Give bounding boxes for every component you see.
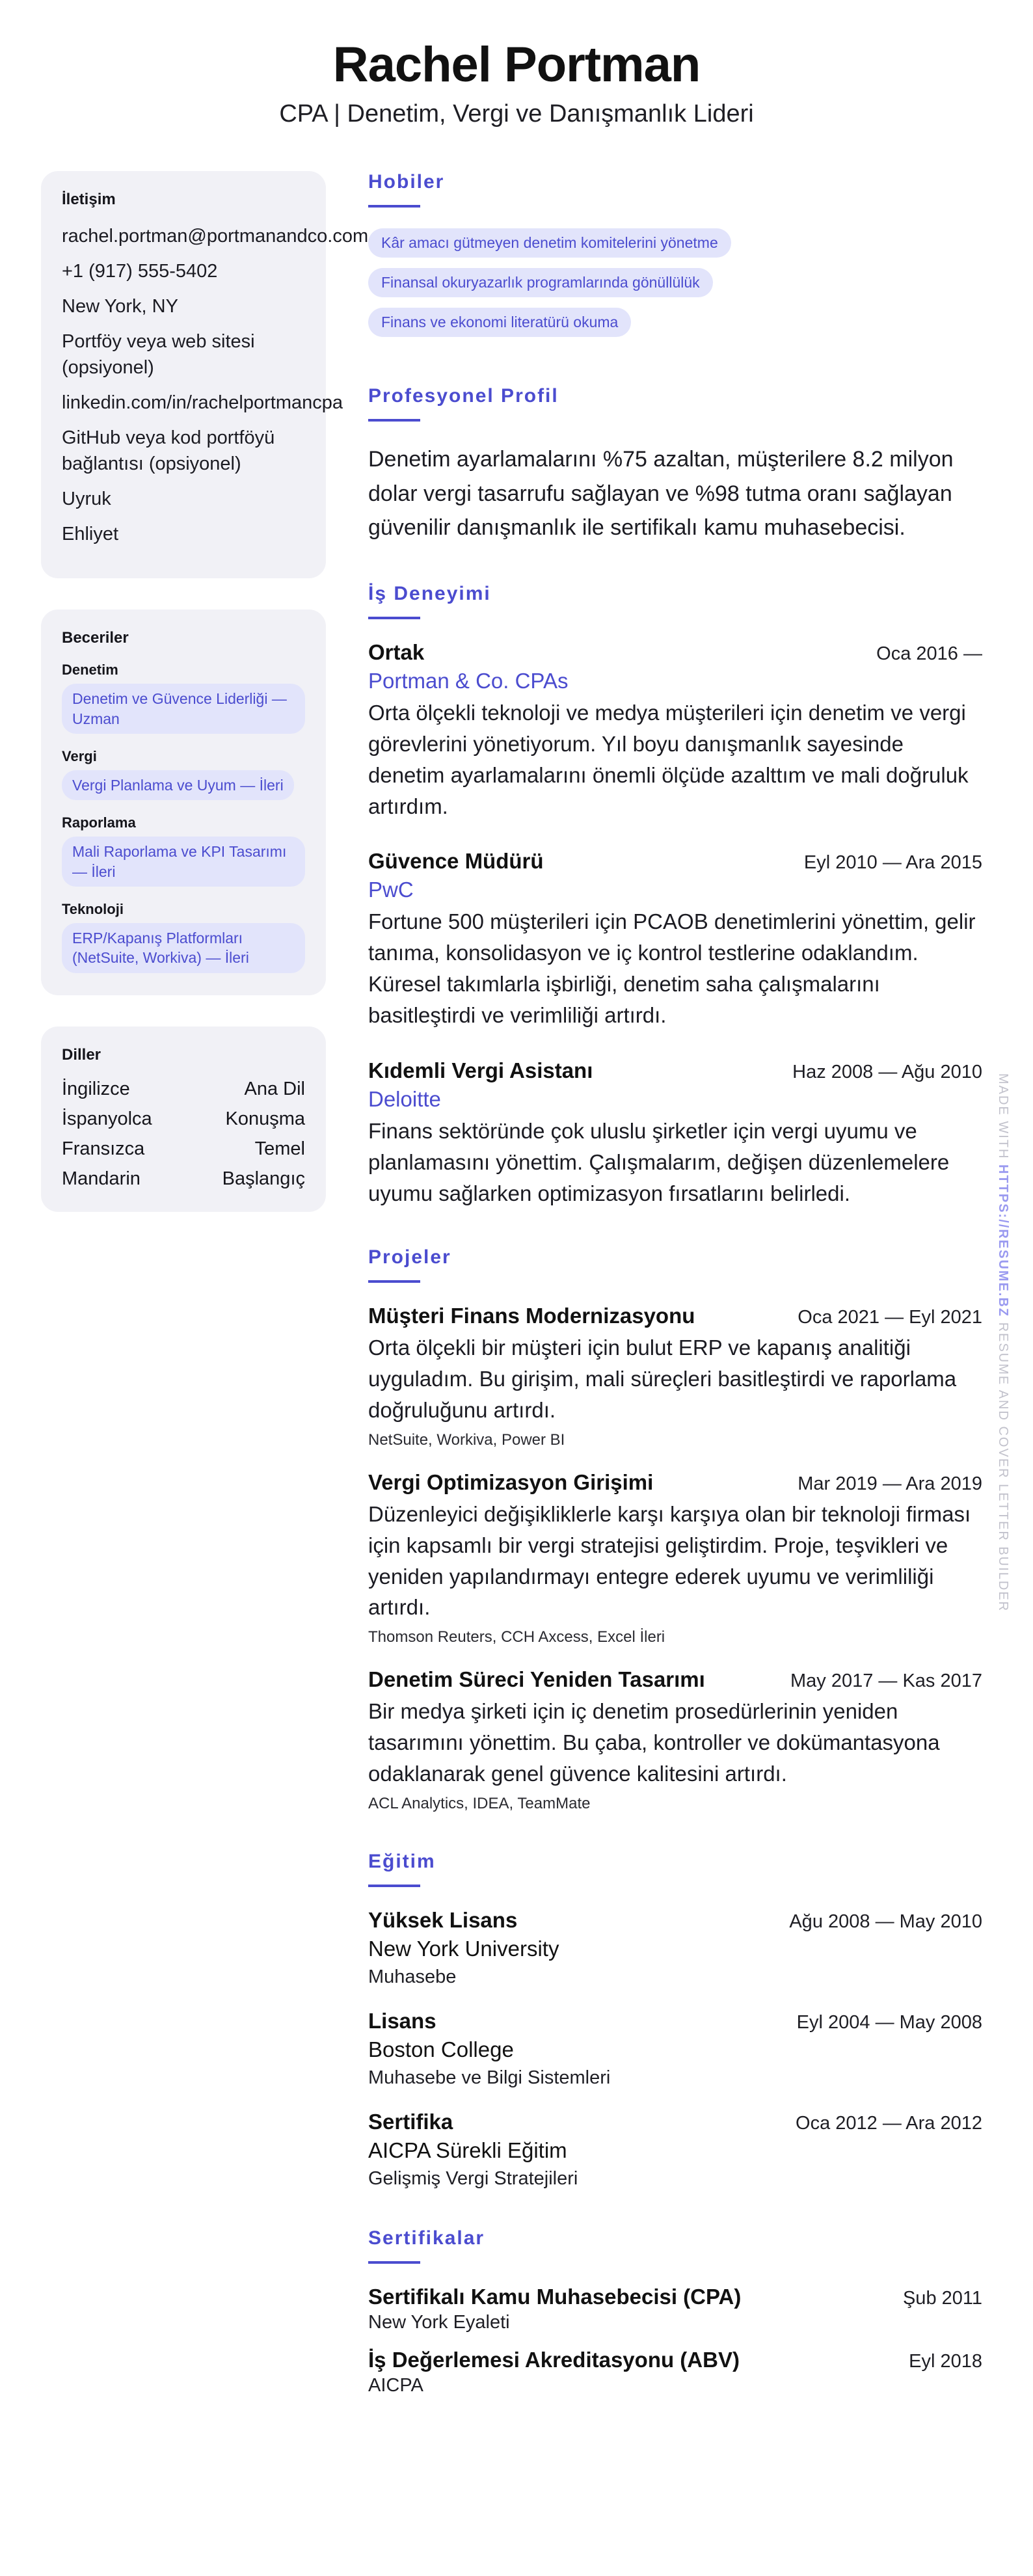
job-date: Eyl 2010 — Ara 2015 [803, 852, 982, 874]
project-description: Bir medya şirketi için iç denetim prosedürlerinin yeniden tasarımını yönettim. Bu çaba, kontroller ve dokümantasyona odaklanarak genel güvence kalitesini artırdı. [368, 1699, 940, 1786]
school: New York University [368, 1936, 559, 1961]
sidebar [41, 171, 369, 1243]
certification-issuer: AICPA [368, 2374, 423, 2396]
language-row [62, 1168, 305, 1190]
project-title: Denetim Süreci Yeniden Tasarımı [368, 1667, 705, 1692]
watermark-prefix: MADE WITH [996, 1073, 1010, 1160]
certification-name: İş Değerlemesi Akreditasyonu (ABV) [368, 2347, 740, 2372]
contact-linkedin[interactable]: linkedin.com/in/rachelportmancpa [62, 392, 343, 414]
education-date: Oca 2012 — Ara 2012 [796, 2112, 982, 2134]
profile-heading: Profesyonel Profil [368, 385, 559, 407]
field-of-study: Muhasebe [368, 1966, 457, 1987]
contact-github[interactable]: GitHub veya kod portföyü bağlantısı (opsiyonel) [62, 427, 275, 475]
education-date: Ağu 2008 — May 2010 [789, 1911, 982, 1932]
skill-pill: ERP/Kapanış Platformları (NetSuite, Workiva) — İleri [62, 923, 305, 973]
contact-portfolio[interactable]: Portföy veya web sitesi (opsiyonel) [62, 331, 255, 379]
contact-email[interactable]: rachel.portman@portmanandco.com [62, 226, 369, 247]
certification-entry [368, 2285, 982, 2333]
project-date: Oca 2021 — Eyl 2021 [798, 1307, 982, 1328]
skill-group [62, 901, 305, 973]
job-company: PwC [368, 878, 414, 902]
certification-date: Şub 2011 [902, 2287, 982, 2309]
skill-category: Denetim [62, 662, 118, 678]
skill-category: Vergi [62, 747, 97, 764]
skill-group [62, 748, 305, 800]
section-divider [368, 2261, 420, 2264]
job-date: Haz 2008 — Ağu 2010 [792, 1061, 982, 1082]
hobbies-section [368, 171, 982, 347]
job-company: Deloitte [368, 1086, 441, 1111]
language-name: İspanyolca [62, 1108, 152, 1129]
language-name: İngilizce [62, 1078, 130, 1099]
job-description: Orta ölçekli teknoloji ve medya müşterileri için denetim ve vergi görevlerini yönetiyorum. Yıl boyu danışmanlık sayesinde denetim ayarlamalarını önemli ölçüde azalttım ve mali doğruluk artırdım. [368, 701, 969, 818]
certification-entry [368, 2348, 982, 2396]
job-description: Fortune 500 müşterileri için PCAOB denetimlerini yönettim, gelir tanıma, konsolidasyon ve iç kontrol testlerine odaklandım. Küresel takımlarla işbirliği, denetim saha çalışmalarını basitleştirdi ve verimliliği artırdı. [368, 909, 976, 1027]
degree: Lisans [368, 2008, 436, 2033]
job-role: Ortak [368, 640, 425, 665]
skill-pill: Vergi Planlama ve Uyum — İleri [62, 770, 294, 800]
education-heading: Eğitim [368, 1850, 436, 1872]
hobby-pill: Kâr amacı gütmeyen denetim komitelerini yönetme [368, 228, 731, 258]
project-description: Orta ölçekli bir müşteri için bulut ERP ve kapanış analitiği uyguladım. Bu girişim, mali süreçleri basitleştirdi ve raporlama doğruluğunu artırdı. [368, 1335, 957, 1423]
language-level: Başlangıç [222, 1168, 305, 1189]
skills-card [41, 610, 326, 995]
education-entry [368, 1908, 982, 1988]
education-entry [368, 2110, 982, 2190]
project-description: Düzenleyici değişikliklerle karşı karşıya olan bir teknoloji firması için kapsamlı bir vergi stratejisi geliştirdim. Proje, teşvikleri ve yeniden yapılandırmayı entegre ederek uyumu ve verimliliği artırdı. [368, 1501, 971, 1620]
project-entry [368, 1304, 982, 1449]
experience-section [368, 583, 982, 1209]
languages-heading: Diller [62, 1045, 101, 1064]
languages-card [41, 1026, 326, 1212]
school: Boston College [368, 2037, 514, 2061]
job-role: Kıdemli Vergi Asistanı [368, 1058, 593, 1082]
language-row [62, 1108, 305, 1130]
language-level: Konuşma [225, 1108, 305, 1129]
section-divider [368, 617, 420, 619]
resume-header [0, 38, 1033, 128]
job-date: Oca 2016 — [876, 643, 982, 665]
contact-phone[interactable]: +1 (917) 555-5402 [62, 261, 218, 282]
certification-date: Eyl 2018 [909, 2350, 982, 2372]
language-name: Fransızca [62, 1138, 145, 1159]
project-tech: ACL Analytics, IDEA, TeamMate [368, 1794, 591, 1812]
job-description: Finans sektöründe çok uluslu şirketler için vergi uyumu ve planlamasını yönettim. Çalışmalarım, değişen düzenlemelere uyumu sağlarken optimizasyon fırsatlarını belirledi. [368, 1118, 950, 1205]
school: AICPA Sürekli Eğitim [368, 2138, 567, 2162]
job-role: Güvence Müdürü [368, 849, 544, 874]
education-entry [368, 2009, 982, 2089]
section-divider [368, 1885, 420, 1887]
experience-entry [368, 849, 982, 1030]
profile-section [368, 385, 982, 545]
section-divider [368, 1280, 420, 1283]
main-content [368, 171, 982, 2411]
skill-pill: Denetim ve Güvence Liderliği — Uzman [62, 684, 305, 734]
degree: Sertifika [368, 2109, 453, 2134]
language-level: Ana Dil [244, 1078, 305, 1099]
skill-category: Raporlama [62, 814, 136, 831]
skill-pill: Mali Raporlama ve KPI Tasarımı — İleri [62, 837, 305, 887]
contact-card [41, 171, 369, 578]
language-row [62, 1079, 305, 1100]
experience-entry [368, 640, 982, 822]
language-level: Temel [254, 1138, 305, 1159]
hobbies-heading: Hobiler [368, 171, 445, 193]
hobby-list [368, 228, 982, 347]
project-title: Vergi Optimizasyon Girişimi [368, 1469, 654, 1494]
field-of-study: Gelişmiş Vergi Stratejileri [368, 2167, 578, 2189]
candidate-title: CPA | Denetim, Vergi ve Danışmanlık Lideri [279, 100, 754, 127]
education-section [368, 1851, 982, 2190]
experience-heading: İş Deneyimi [368, 583, 491, 605]
skill-group [62, 814, 305, 887]
project-tech: Thomson Reuters, CCH Axcess, Excel İleri [368, 1628, 665, 1646]
watermark-link[interactable]: HTTPS://RESUME.BZ [996, 1164, 1010, 1318]
builder-watermark [995, 1073, 1010, 1612]
hobby-pill: Finansal okuryazarlık programlarında gönüllülük [368, 268, 713, 297]
section-divider [368, 205, 420, 208]
contact-location: New York, NY [62, 296, 178, 317]
field-of-study: Muhasebe ve Bilgi Sistemleri [368, 2067, 611, 2088]
project-tech: NetSuite, Workiva, Power BI [368, 1430, 565, 1449]
degree: Yüksek Lisans [368, 1907, 518, 1932]
section-divider [368, 419, 420, 422]
projects-heading: Projeler [368, 1246, 451, 1268]
skill-group [62, 662, 305, 734]
project-entry [368, 1470, 982, 1646]
experience-entry [368, 1058, 982, 1209]
project-date: Mar 2019 — Ara 2019 [798, 1473, 982, 1494]
project-title: Müşteri Finans Modernizasyonu [368, 1304, 695, 1328]
job-company: Portman & Co. CPAs [368, 669, 569, 693]
project-entry [368, 1667, 982, 1813]
projects-section [368, 1246, 982, 1812]
education-date: Eyl 2004 — May 2008 [796, 2011, 982, 2033]
candidate-name: Rachel Portman [332, 37, 701, 92]
certifications-section [368, 2227, 982, 2396]
certification-name: Sertifikalı Kamu Muhasebecisi (CPA) [368, 2284, 742, 2309]
language-name: Mandarin [62, 1168, 141, 1189]
project-date: May 2017 — Kas 2017 [790, 1670, 982, 1692]
contact-license: Ehliyet [62, 524, 119, 545]
watermark-suffix: RESUME AND COVER LETTER BUILDER [996, 1322, 1010, 1613]
certification-issuer: New York Eyaleti [368, 2311, 510, 2333]
contact-heading: İletişim [62, 191, 116, 208]
hobby-pill: Finans ve ekonomi literatürü okuma [368, 308, 631, 337]
skill-category: Teknoloji [62, 900, 124, 917]
profile-text: Denetim ayarlamalarını %75 azaltan, müşterilere 8.2 milyon dolar vergi tasarrufu sağlayan ve %98 tutma oranı sağlayan güvenilir danışmanlık ile sertifikalı kamu muhasebecisi. [368, 447, 954, 541]
contact-nationality: Uyruk [62, 489, 111, 510]
certifications-heading: Sertifikalar [368, 2227, 485, 2249]
language-row [62, 1138, 305, 1160]
skills-heading: Beceriler [62, 629, 129, 647]
